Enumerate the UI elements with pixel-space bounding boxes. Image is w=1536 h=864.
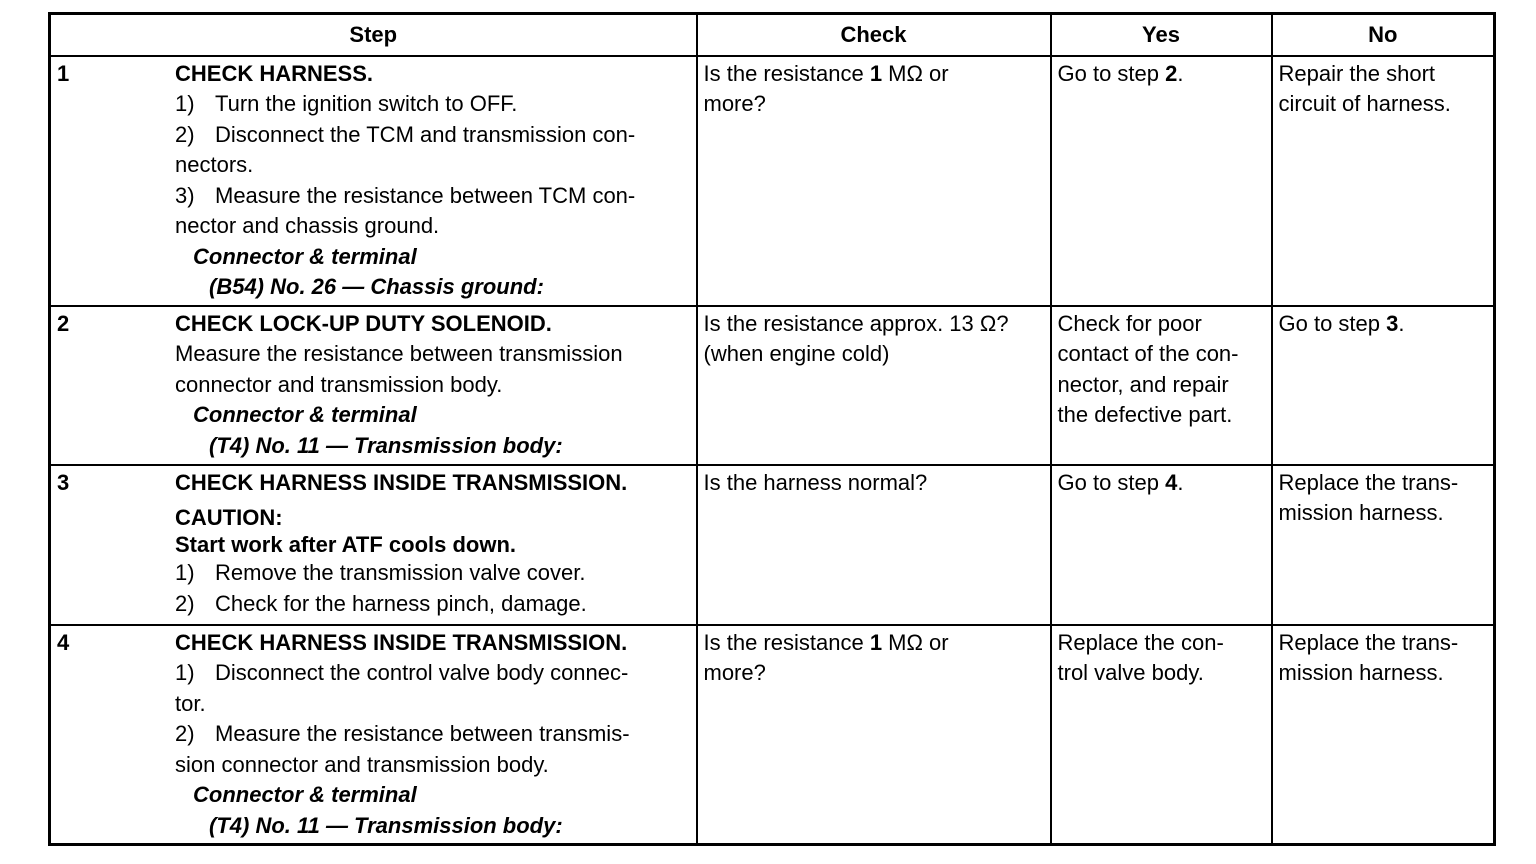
item-number: 2) xyxy=(175,121,195,147)
header-yes: Yes xyxy=(1051,14,1272,56)
check-unit: MΩ or xyxy=(882,60,949,86)
header-no: No xyxy=(1272,14,1495,56)
item-text: Check for the harness pinch, damage. xyxy=(215,590,587,616)
yes-text-part: Go to step xyxy=(1057,469,1166,495)
connector-label: Connector & terminal xyxy=(193,782,417,807)
table-row xyxy=(50,306,1495,465)
yes-text-end: . xyxy=(1177,60,1184,86)
check-unit: MΩ or xyxy=(882,629,949,655)
no-cell xyxy=(1272,306,1495,465)
step-cell xyxy=(50,465,697,625)
yes-text-end: . xyxy=(1177,469,1184,495)
table-row xyxy=(50,625,1495,845)
item-text: Disconnect the control valve body connec- xyxy=(215,660,629,685)
check-text: Is the resistance approx. 13 Ω? xyxy=(703,310,1009,336)
step-number: 1 xyxy=(57,60,70,86)
yes-step-ref: 2 xyxy=(1165,60,1178,86)
caution-block xyxy=(175,504,690,558)
no-step-ref: 3 xyxy=(1386,310,1399,336)
yes-text: nector, and repair xyxy=(1057,371,1229,397)
header-row xyxy=(50,14,1495,56)
yes-text: the defective part. xyxy=(1057,402,1233,427)
connector-label: Connector & terminal xyxy=(193,243,417,269)
step-title: CHECK HARNESS INSIDE TRANSMISSION. xyxy=(175,629,628,655)
no-text: Replace the trans- xyxy=(1278,469,1459,495)
procedure-item xyxy=(175,558,690,589)
item-text: Remove the transmission valve cover. xyxy=(215,560,586,585)
item-number: 1) xyxy=(175,660,195,685)
step-title: CHECK LOCK-UP DUTY SOLENOID. xyxy=(175,310,552,336)
procedure-item xyxy=(175,120,690,151)
check-text-continued: more? xyxy=(703,91,766,116)
item-text: Measure the resistance between TCM con- xyxy=(215,182,636,208)
item-number: 3) xyxy=(175,182,195,208)
item-number: 2) xyxy=(175,590,195,616)
no-text-continued: mission harness. xyxy=(1278,660,1444,685)
no-cell xyxy=(1272,56,1495,306)
caution-text: Start work after ATF cools down. xyxy=(175,532,517,557)
table-row xyxy=(50,56,1495,306)
yes-cell xyxy=(1051,56,1272,306)
step-cell xyxy=(50,306,697,465)
check-text xyxy=(704,628,1044,659)
yes-text-part: Go to step xyxy=(1057,60,1166,86)
step-description: Measure the resistance between transmission xyxy=(175,341,623,366)
table-row xyxy=(50,465,1495,625)
procedure-item xyxy=(175,589,690,620)
header-step: Step xyxy=(50,14,697,56)
step-title: CHECK HARNESS INSIDE TRANSMISSION. xyxy=(175,469,628,495)
item-text-continued: sion connector and transmission body. xyxy=(175,751,549,777)
connector-value: (T4) No. 11 — Transmission body: xyxy=(209,812,563,838)
item-text: Turn the ignition switch to OFF. xyxy=(215,91,518,116)
no-text-continued: circuit of harness. xyxy=(1278,91,1451,116)
yes-step-ref: 4 xyxy=(1165,469,1178,495)
procedure-item xyxy=(175,89,690,120)
connector-label: Connector & terminal xyxy=(193,402,417,427)
check-cell xyxy=(697,306,1051,465)
check-text: Is the harness normal? xyxy=(703,469,928,495)
check-text-part: Is the resistance xyxy=(703,60,870,86)
yes-text-continued: trol valve body. xyxy=(1057,660,1204,685)
check-text xyxy=(704,59,1044,90)
item-text-continued: nector and chassis ground. xyxy=(175,213,440,238)
step-title: CHECK HARNESS. xyxy=(175,60,374,86)
no-cell xyxy=(1272,465,1495,625)
connector-value: (B54) No. 26 — Chassis ground: xyxy=(209,274,544,299)
no-text: Repair the short xyxy=(1278,60,1436,86)
item-text: Disconnect the TCM and transmission con- xyxy=(215,121,636,147)
item-number: 1) xyxy=(175,560,195,585)
procedure-item xyxy=(175,658,690,689)
yes-cell xyxy=(1051,625,1272,845)
no-cell xyxy=(1272,625,1495,845)
step-description-continued: connector and transmission body. xyxy=(175,371,503,397)
item-text-continued: nectors. xyxy=(175,152,254,177)
step-number: 2 xyxy=(57,310,70,336)
item-text: Measure the resistance between transmis- xyxy=(215,721,630,746)
caution-label: CAUTION: xyxy=(175,505,283,530)
check-value: 1 xyxy=(869,60,883,86)
item-number: 2) xyxy=(175,721,195,746)
no-text xyxy=(1279,309,1488,340)
step-cell xyxy=(50,56,697,306)
yes-cell xyxy=(1051,465,1272,625)
no-text-continued: mission harness. xyxy=(1278,500,1444,525)
item-number: 1) xyxy=(175,91,195,116)
yes-text: contact of the con- xyxy=(1057,341,1239,366)
connector-value: (T4) No. 11 — Transmission body: xyxy=(209,432,563,458)
check-text-part: Is the resistance xyxy=(703,629,870,655)
procedure-item xyxy=(175,181,690,212)
yes-cell xyxy=(1051,306,1272,465)
check-text-continued: more? xyxy=(703,660,766,685)
yes-text xyxy=(1058,468,1265,499)
no-text-end: . xyxy=(1398,310,1405,336)
check-cell xyxy=(697,465,1051,625)
check-value: 1 xyxy=(869,629,883,655)
procedure-item xyxy=(175,719,690,750)
yes-text: Check for poor xyxy=(1057,310,1202,336)
check-cell xyxy=(697,56,1051,306)
header-check: Check xyxy=(697,14,1051,56)
no-text: Replace the trans- xyxy=(1278,629,1459,655)
check-text-continued: (when engine cold) xyxy=(703,341,890,366)
item-text-continued: tor. xyxy=(175,690,206,716)
step-cell xyxy=(50,625,697,845)
check-cell xyxy=(697,625,1051,845)
step-number: 3 xyxy=(57,469,70,495)
yes-text: Replace the con- xyxy=(1057,629,1224,655)
yes-text xyxy=(1058,59,1265,90)
diagnostic-table xyxy=(48,12,1496,846)
no-text-part: Go to step xyxy=(1278,310,1387,336)
step-number: 4 xyxy=(57,629,70,655)
